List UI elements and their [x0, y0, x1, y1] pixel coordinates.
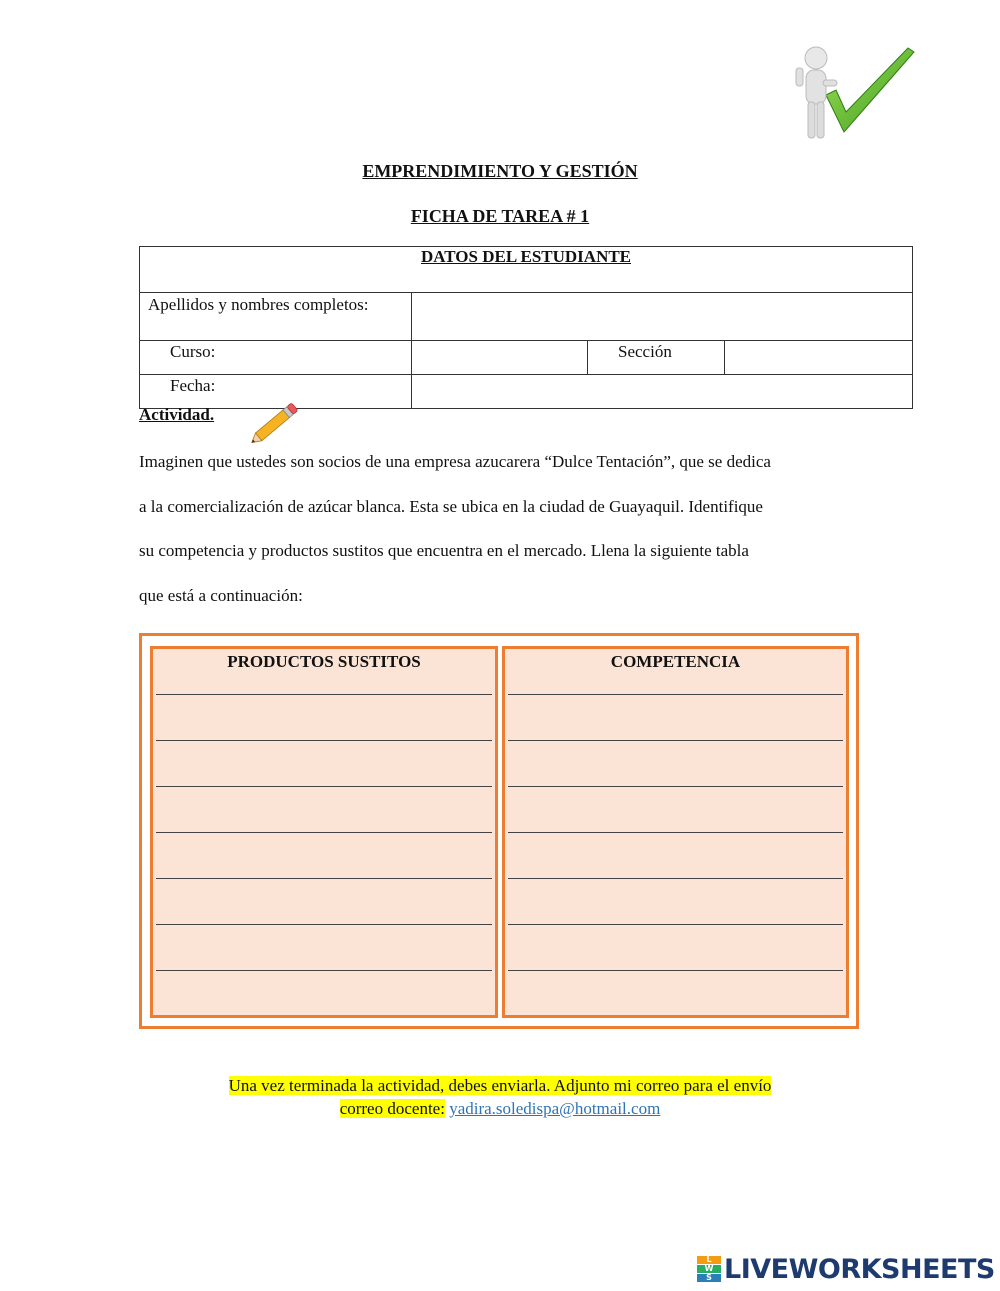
section-field[interactable]: [725, 341, 913, 375]
task-table: [139, 633, 859, 1029]
liveworksheets-logo-text: LIVEWORKSHEETS: [724, 1253, 995, 1285]
notice-line-1: Una vez terminada la actividad, debes enviarla. Adjunto mi correo para el envío: [228, 1076, 772, 1095]
competition-input-2[interactable]: [508, 741, 843, 787]
submission-notice: [0, 1074, 1000, 1120]
substitute-input-6[interactable]: [156, 925, 492, 971]
date-field[interactable]: [412, 375, 913, 409]
substitute-input-7[interactable]: [156, 971, 492, 1017]
substitute-input-1[interactable]: [156, 695, 492, 741]
notice-line-2-prefix: correo docente:: [339, 1099, 445, 1118]
competition-header: COMPETENCIA: [508, 649, 843, 695]
liveworksheets-logo: [697, 1252, 995, 1286]
activity-line-4: que está a continuación:: [139, 585, 303, 605]
substitute-input-4[interactable]: [156, 833, 492, 879]
name-label: Apellidos y nombres completos:: [140, 293, 412, 341]
section-label: Sección: [588, 341, 725, 375]
date-label: Fecha:: [140, 375, 412, 409]
activity-line-1: Imaginen que ustedes son socios de una empresa azucarera “Dulce Tentación”, que se dedica: [139, 452, 771, 471]
activity-line-2: a la comercialización de azúcar blanca. Esta se ubica en la ciudad de Guayaquil. Identifique: [139, 496, 763, 516]
logo-mark-letter-w: W: [697, 1265, 721, 1273]
substitute-input-3[interactable]: [156, 787, 492, 833]
activity-line-3: su competencia y productos sustitos que encuentra en el mercado. Llena la siguiente tabla: [139, 541, 749, 560]
teacher-email-link[interactable]: yadira.soledispa@hotmail.com: [449, 1099, 661, 1118]
competition-input-7[interactable]: [508, 971, 843, 1017]
student-data-table: [139, 246, 913, 409]
activity-heading: Actividad.: [139, 405, 215, 424]
course-field[interactable]: [412, 341, 588, 375]
competition-input-6[interactable]: [508, 925, 843, 971]
competition-input-4[interactable]: [508, 833, 843, 879]
activity-paragraph: [139, 440, 858, 618]
substitutes-column: [150, 646, 498, 1018]
liveworksheets-logo-mark: [697, 1256, 721, 1282]
competition-input-1[interactable]: [508, 695, 843, 741]
course-label: Curso:: [140, 341, 412, 375]
substitute-input-2[interactable]: [156, 741, 492, 787]
worksheet-title: FICHA DE TAREA # 1: [410, 206, 590, 226]
competition-input-5[interactable]: [508, 879, 843, 925]
checkmark-figure-illustration: [786, 40, 921, 145]
logo-mark-letter-s: S: [697, 1274, 721, 1282]
logo-mark-letter-l: L: [697, 1256, 721, 1264]
name-field[interactable]: [412, 293, 913, 341]
subject-title: EMPRENDIMIENTO Y GESTIÓN: [362, 161, 638, 181]
competition-input-3[interactable]: [508, 787, 843, 833]
student-table-title: DATOS DEL ESTUDIANTE: [140, 247, 913, 293]
substitutes-header: PRODUCTOS SUSTITOS: [156, 649, 492, 695]
substitute-input-5[interactable]: [156, 879, 492, 925]
competition-column: [502, 646, 849, 1018]
